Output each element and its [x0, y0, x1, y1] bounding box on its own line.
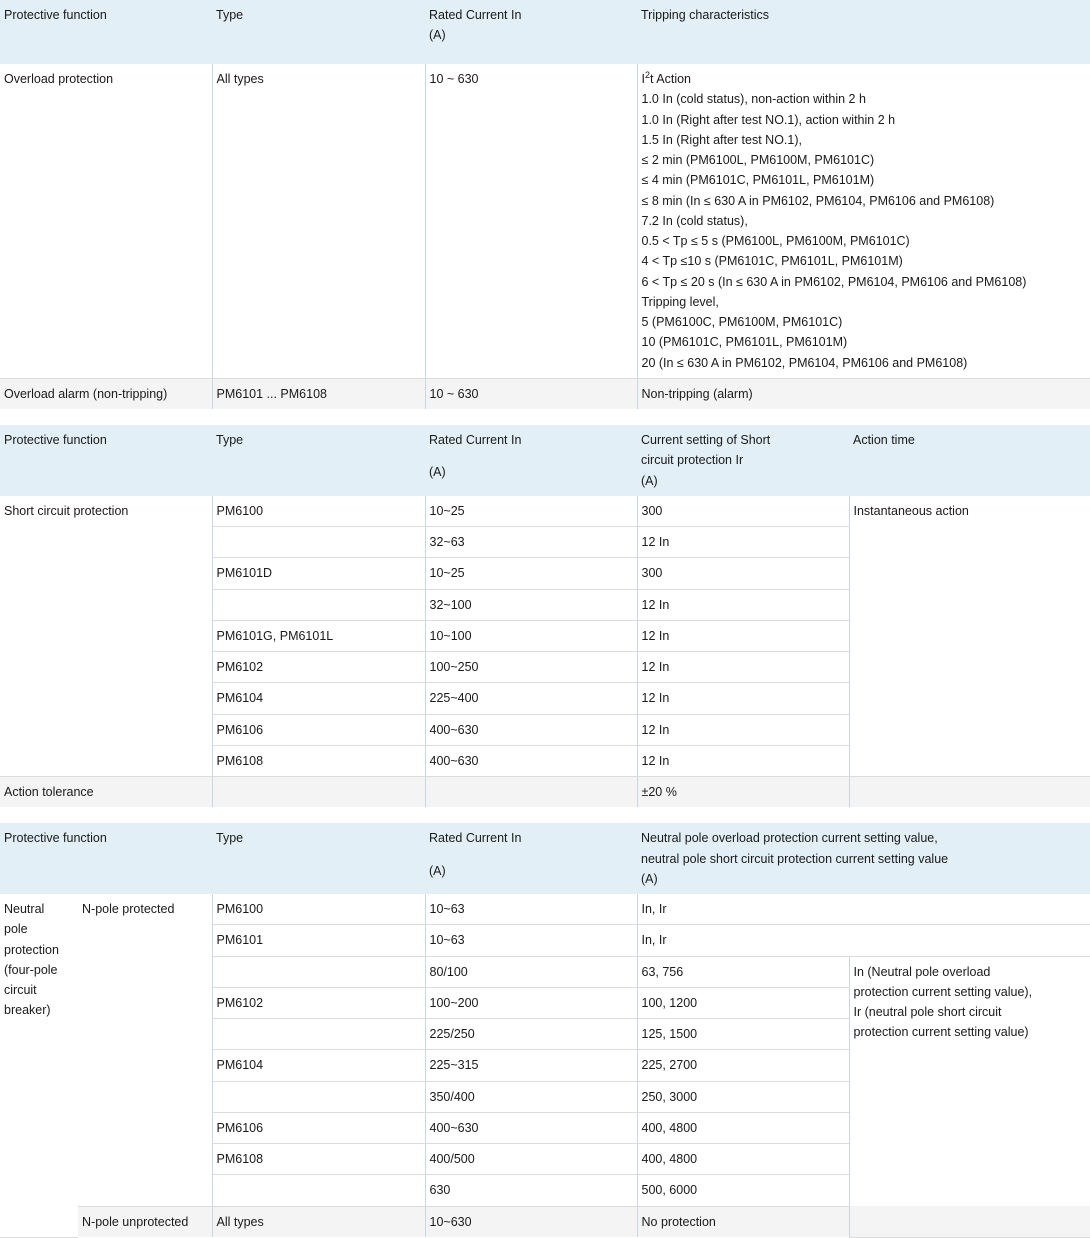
cell-action-time: Instantaneous action — [849, 496, 1090, 777]
header-rated-current-unit: (A) — [429, 28, 446, 43]
cell-type: PM6102 — [212, 652, 425, 683]
header-type: Type — [212, 425, 425, 496]
table-row — [0, 777, 1090, 808]
cell-current-setting: 12 In — [637, 683, 849, 714]
tripping-line: 10 (PM6101C, PM6101L, PM6101M) — [641, 335, 848, 350]
cell-type: PM6106 — [212, 714, 425, 745]
cell-type — [212, 527, 425, 558]
table-header-row — [0, 425, 1090, 496]
tripping-line: Tripping level, — [641, 294, 719, 309]
cell-type: PM6101 ... PM6108 — [212, 378, 425, 409]
cell-rated-current: 400~630 — [425, 1112, 637, 1143]
cell-rated-current: 630 — [425, 1175, 637, 1206]
cell-function: Action tolerance — [4, 785, 94, 799]
cell-function — [0, 894, 78, 1237]
cell-type: PM6100 — [212, 496, 425, 527]
function-line: circuit — [4, 983, 37, 997]
header-protective-function: Protective function — [0, 0, 212, 64]
cell-current-setting: 12 In — [637, 652, 849, 683]
cell-subgroup-protected: N-pole protected — [78, 894, 212, 1206]
cell-type — [212, 956, 425, 987]
note-line: In (Neutral pole overload — [853, 964, 991, 979]
cell-current-setting: 12 In — [637, 620, 849, 651]
cell-type — [212, 1175, 425, 1206]
table-row — [0, 378, 1090, 409]
cell-note — [849, 956, 1090, 1237]
function-line: breaker) — [4, 1003, 51, 1018]
cell-current-setting: 12 In — [637, 745, 849, 776]
cell-tolerance-value: ±20 % — [637, 777, 849, 808]
cell-type: PM6101 — [212, 925, 425, 956]
header-neutral-unit: (A) — [641, 871, 658, 886]
cell-rated-current: 10~100 — [425, 620, 637, 651]
function-line: (four-pole — [4, 962, 58, 977]
tripping-line: 1.0 In (Right after test NO.1), action within 2 h — [641, 112, 896, 127]
table-row — [0, 894, 1090, 925]
header-neutral-line2: neutral pole short circuit protection current setting value — [641, 851, 949, 866]
cell-setting-value: No protection — [637, 1206, 1090, 1237]
cell-setting-value: In, Ir — [637, 925, 849, 956]
cell-type: PM6108 — [212, 745, 425, 776]
cell-current-setting: 300 — [637, 558, 849, 589]
header-type: Type — [212, 823, 425, 894]
table-spacer — [0, 807, 1090, 823]
header-rated-current-unit: (A) — [429, 465, 446, 480]
cell-setting-value: 400, 4800 — [637, 1144, 849, 1175]
cell-type: PM6108 — [212, 1144, 425, 1175]
cell-type: PM6101G, PM6101L — [212, 620, 425, 651]
header-current-setting — [637, 425, 849, 496]
header-protective-function: Protective function — [0, 425, 212, 496]
cell-rated-current: 400/500 — [425, 1144, 637, 1175]
cell-rated-current: 400~630 — [425, 714, 637, 745]
header-type: Type — [212, 0, 425, 64]
cell-action-time-empty — [849, 777, 1090, 808]
tripping-line: $I^2t$ Action — [641, 69, 691, 86]
cell-setting-value: 63, 756 — [637, 956, 849, 987]
table-row — [0, 64, 1090, 378]
table-header-row — [0, 823, 1090, 894]
tripping-line: ≤ 2 min (PM6100L, PM6100M, PM6101C) — [641, 153, 875, 167]
cell-setting-value: 250, 3000 — [637, 1081, 849, 1112]
cell-type — [212, 1019, 425, 1050]
tripping-line: 1.5 In (Right after test NO.1), — [641, 132, 802, 147]
header-rated-current — [425, 0, 637, 64]
tripping-line: 0.5 < Tp ≤ 5 s (PM6100L, PM6100M, PM6101C) — [641, 234, 910, 248]
cell-type — [212, 1081, 425, 1112]
cell-rated-current: 10~63 — [425, 925, 637, 956]
header-tripping-characteristics: Tripping characteristics — [637, 0, 1090, 64]
table-spacer — [0, 409, 1090, 425]
tripping-line: 6 < Tp ≤ 20 s (In ≤ 630 A in PM6102, PM6104, PM6106 and PM6108) — [641, 274, 1027, 289]
cell-rated-current: 350/400 — [425, 1081, 637, 1112]
cell-setting-value: 500, 6000 — [637, 1175, 849, 1206]
cell-type: All types — [212, 64, 425, 378]
tripping-line: 4 < Tp ≤10 s (PM6101C, PM6101L, PM6101M) — [641, 254, 903, 269]
cell-rated-current: 400~630 — [425, 745, 637, 776]
tripping-line: ≤ 4 min (PM6101C, PM6101L, PM6101M) — [641, 173, 875, 188]
cell-rated-current: 225~400 — [425, 683, 637, 714]
header-rated-current-line1: Rated Current In — [429, 8, 522, 22]
header-neutral-line1: Neutral pole overload protection current setting value, — [641, 831, 938, 846]
function-line: pole — [4, 922, 28, 937]
header-protective-function: Protective function — [0, 823, 212, 894]
table-header-row — [0, 0, 1090, 64]
cell-setting-value: 400, 4800 — [637, 1112, 849, 1143]
header-spacer — [429, 849, 631, 861]
cell-rated-current: 32~100 — [425, 589, 637, 620]
cell-function: Short circuit protection — [0, 496, 212, 777]
header-spacer — [429, 450, 631, 462]
cell-function: Overload alarm (non-tripping) — [4, 386, 168, 401]
cell-rated-current: 100~200 — [425, 987, 637, 1018]
short-circuit-protection-table — [0, 425, 1090, 807]
header-action-time: Action time — [849, 425, 1090, 496]
table-row — [0, 1206, 1090, 1237]
cell-current-setting: 300 — [637, 496, 849, 527]
cell-rated-current — [425, 777, 637, 808]
note-line: protection current setting value) — [853, 1025, 1029, 1040]
tripping-line: 7.2 In (cold status), — [641, 213, 748, 228]
cell-note-empty — [849, 894, 1090, 925]
cell-setting-value: 225, 2700 — [637, 1050, 849, 1081]
function-line: protection — [4, 942, 59, 957]
cell-rated-current: 10~630 — [425, 1206, 637, 1237]
cell-rated-current: 10 ~ 630 — [425, 378, 637, 409]
header-rated-current-line1: Rated Current In — [429, 433, 522, 447]
cell-current-setting: 12 In — [637, 589, 849, 620]
header-rated-current — [425, 425, 637, 496]
cell-type: PM6100 — [212, 894, 425, 925]
overload-protection-table — [0, 0, 1090, 409]
cell-type: PM6106 — [212, 1112, 425, 1143]
tripping-line: 1.0 In (cold status), non-action within 2 h — [641, 92, 866, 107]
cell-type: PM6104 — [212, 683, 425, 714]
cell-rated-current: 225/250 — [425, 1019, 637, 1050]
header-rated-current-line1: Rated Current In — [429, 831, 522, 846]
header-current-setting-line1: Current setting of Short — [641, 433, 771, 447]
cell-rated-current: 80/100 — [425, 956, 637, 987]
cell-type: PM6104 — [212, 1050, 425, 1081]
header-rated-current — [425, 823, 637, 894]
function-line: Neutral — [4, 902, 45, 916]
tripping-line: ≤ 8 min (In ≤ 630 A in PM6102, PM6104, PM6106 and PM6108) — [641, 193, 995, 208]
cell-note-empty — [849, 925, 1090, 956]
cell-rated-current: 10~25 — [425, 558, 637, 589]
cell-setting-value: 100, 1200 — [637, 987, 849, 1018]
cell-rated-current: 32~63 — [425, 527, 637, 558]
cell-rated-current: 10~63 — [425, 894, 637, 925]
cell-function: Overload protection — [0, 64, 212, 378]
cell-current-setting: 12 In — [637, 527, 849, 558]
note-line: protection current setting value), — [853, 984, 1033, 999]
cell-type: All types — [212, 1206, 425, 1237]
cell-type: PM6101D — [212, 558, 425, 589]
note-line: Ir (neutral pole short circuit — [853, 1005, 1002, 1019]
cell-setting-value: In, Ir — [637, 894, 849, 925]
cell-rated-current: 100~250 — [425, 652, 637, 683]
cell-subgroup-unprotected: N-pole unprotected — [82, 1214, 189, 1229]
header-current-setting-line2: circuit protection Ir — [641, 453, 744, 468]
header-rated-current-unit: (A) — [429, 863, 446, 878]
cell-setting-value: 125, 1500 — [637, 1019, 849, 1050]
cell-rated-current: 10 ~ 630 — [425, 64, 637, 378]
cell-type — [212, 589, 425, 620]
cell-type — [212, 777, 425, 808]
tripping-line: 5 (PM6100C, PM6100M, PM6101C) — [641, 315, 843, 329]
table-row — [0, 496, 1090, 527]
neutral-pole-protection-table — [0, 823, 1090, 1238]
cell-rated-current: 10~25 — [425, 496, 637, 527]
cell-tripping-characteristics — [637, 64, 1090, 378]
header-neutral-pole-setting — [637, 823, 1090, 894]
header-current-setting-unit: (A) — [641, 473, 658, 488]
cell-tripping-characteristics: Non-tripping (alarm) — [637, 378, 1090, 409]
cell-type: PM6102 — [212, 987, 425, 1018]
tripping-line: 20 (In ≤ 630 A in PM6102, PM6104, PM6106 and PM6108) — [641, 355, 968, 370]
cell-current-setting: 12 In — [637, 714, 849, 745]
cell-rated-current: 225~315 — [425, 1050, 637, 1081]
